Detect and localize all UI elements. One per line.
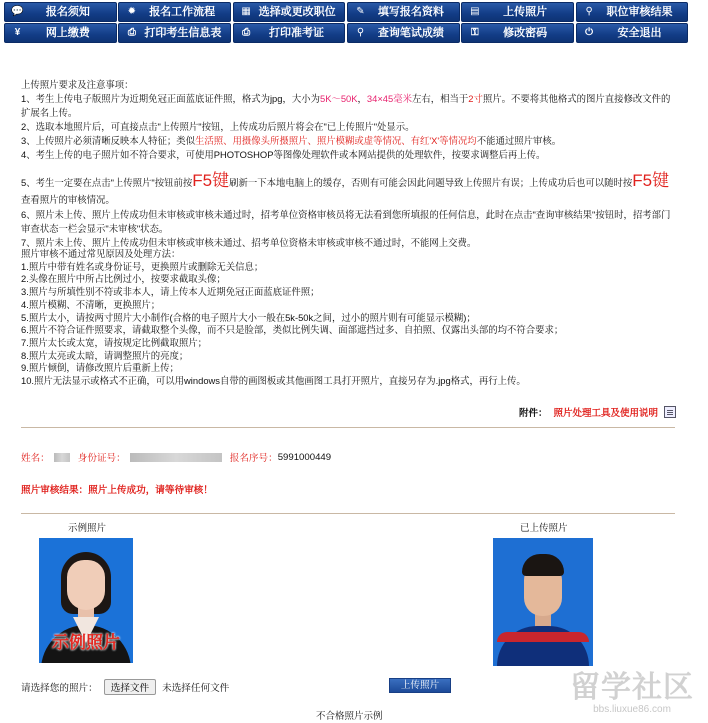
note-6: 6、照片未上传、照片上传成功但未审核或审核未通过时，招考单位资格审核员将无法看到您所填报的任何信息，此时在点击"查询审核结果"按钮时，招考部门审查状态一栏会显示"未审核"状态。 [21, 209, 671, 234]
attachment-label: 附件： [518, 408, 548, 419]
file-select-row [21, 679, 229, 695]
watermark-sub: bbs.liuxue86.com [593, 704, 671, 715]
reason-item: 3.照片与所填性别不符或非本人，请上传本人近期免冠正面蓝底证件照； [21, 286, 320, 298]
watermark-main: 留学社区 [570, 671, 694, 704]
serial-value: 5991000449 [277, 451, 332, 463]
note-2: 2、选取本地照片后，可直接点击"上传照片"按钮，上传成功后照片将会在"已上传照片"处显示。 [21, 121, 415, 132]
choose-file-button[interactable]: 选择文件 [104, 679, 156, 695]
uploaded-photo [493, 538, 593, 666]
id-mask [130, 453, 222, 462]
key-icon: ⚿ [471, 27, 479, 38]
notes-heading: 上传照片要求及注意事项： [21, 79, 134, 90]
reason-item: 5.照片太小，请按两寸照片大小制作(合格的电子照片大小一般在5k-50k之间，过小的照片则有可能显示模糊)； [21, 311, 476, 323]
divider [21, 427, 675, 428]
serial-label: 报名序号： [229, 453, 278, 464]
nav-query-scores[interactable]: ⚲ 查询笔试成绩 [347, 23, 460, 43]
sample-photo [39, 538, 133, 663]
photo-tool-link[interactable]: 照片处理工具及使用说明 [553, 408, 658, 419]
applicant-info [21, 450, 331, 464]
note-5: 5、考生一定要在点击"上传照片"按钮前按F5键刷新一下本地电脑上的缓存，否则有可能会因此问题导致上传照片有误；上传成功后也可以随时按F5键查看照片的审核情况。 [21, 171, 670, 205]
image-icon: ▤ [470, 6, 480, 17]
name-label: 姓名： [21, 453, 50, 464]
reason-item: 9.照片倾倒，请修改照片后重新上传； [21, 362, 179, 374]
form-icon: ✎ [356, 6, 365, 17]
magnifier-icon: ⚲ [585, 6, 593, 17]
no-file-text: 未选择任何文件 [162, 683, 230, 694]
uploaded-photo-caption: 已上传照片 [520, 523, 568, 534]
reason-item: 8.照片太亮或太暗，请调整照片的亮度； [21, 349, 189, 361]
chat-icon: 💬 [11, 6, 24, 17]
note-7: 7、照片未上传、照片上传成功但未审核或审核未通过、招考单位资格未审核或审核不通过时，不能网上交费。 [21, 237, 477, 248]
review-result: 照片审核结果：照片上传成功，请等待审核！ [21, 485, 213, 496]
sample-photo-caption: 示例照片 [68, 523, 107, 534]
note-4: 4、考生上传的电子照片如不符合要求，可使用PHOTOSHOP等图像处理软件或本网站提供的处理软件，按要求调整后再上传。 [21, 149, 546, 160]
pay-icon: ¥ [14, 27, 21, 38]
main-nav [4, 2, 690, 44]
reason-item: 6.照片不符合证件照要求，请截取整个头像，而不只是脸部，类似比例失调、面部遮挡过多、自拍照、仅露出头部的均不符合要求； [21, 324, 564, 336]
nav-fill-info[interactable]: ✎ 填写报名资料 [347, 2, 460, 22]
document-icon[interactable] [664, 406, 676, 418]
rejection-reasons [21, 248, 671, 388]
reason-item: 2.头像在照片中所占比例过小，按要求截取头像； [21, 273, 226, 285]
nav-print-info[interactable]: ⎙ 打印考生信息表 [118, 23, 231, 43]
grid-icon: ▦ [241, 6, 251, 17]
nav-print-admission[interactable]: ⎙ 打印准考证 [233, 23, 346, 43]
unqualified-example-label: 不合格照片示例 [316, 711, 383, 722]
reason-item: 4.照片模糊、不清晰，更换照片； [21, 298, 161, 310]
divider [21, 513, 675, 514]
note-1: 1、考生上传电子版照片为近期免冠正面蓝底证件照，格式为jpg，大小为5K～50K，34×45毫米左右，相当于2寸照片。不要将其他格式的图片直接修改文件的扩展名上传。 [21, 93, 671, 118]
reason-item: 7.照片太长或太宽，请按规定比例截取照片； [21, 336, 207, 348]
reason-item: 1.照片中带有姓名或身份证号，更换照片或删除无关信息； [21, 260, 264, 272]
upload-photo-button[interactable]: 上传照片 [389, 678, 451, 693]
reason-item: 10.照片无法显示或格式不正确，可以用windows自带的画图板或其他画图工具打开照片，直接另存为.jpg格式，再行上传。 [21, 375, 526, 387]
nav-workflow[interactable]: ✹ 报名工作流程 [118, 2, 231, 22]
sample-photo-tag: 示例照片 [52, 633, 120, 652]
watermark [570, 672, 694, 715]
exit-icon: ⏻ [585, 27, 594, 38]
nav-change-password[interactable]: ⚿ 修改密码 [461, 23, 574, 43]
nav-position-review[interactable]: ⚲ 职位审核结果 [576, 2, 689, 22]
sun-icon: ✹ [127, 6, 137, 17]
upload-notes [21, 78, 671, 250]
attachment [519, 405, 676, 419]
reasons-heading: 照片审核不通过常见原因及处理方法： [21, 248, 181, 259]
nav-row-2 [4, 23, 690, 43]
printer-icon: ⎙ [127, 27, 136, 38]
search-icon: ⚲ [356, 27, 365, 38]
nav-logout[interactable]: ⏻ 安全退出 [576, 23, 689, 43]
file-prompt: 请选择您的照片： [21, 683, 98, 694]
note-3: 3、上传照片必须清晰反映本人特征；类似生活照、用摄像头所摄照片、照片模糊或虚等情况、有红'X'等情况均不能通过照片审核。 [21, 135, 562, 146]
name-mask [54, 453, 70, 462]
nav-select-position[interactable]: ▦ 选择或更改职位 [233, 2, 346, 22]
printer-icon: ⎙ [242, 27, 251, 38]
nav-upload-photo[interactable]: ▤ 上传照片 [461, 2, 574, 22]
nav-row-1 [4, 2, 690, 22]
id-label: 身份证号： [77, 453, 126, 464]
nav-online-payment[interactable]: ¥ 网上缴费 [4, 23, 117, 43]
nav-registration-notice[interactable]: 💬 报名须知 [4, 2, 117, 22]
